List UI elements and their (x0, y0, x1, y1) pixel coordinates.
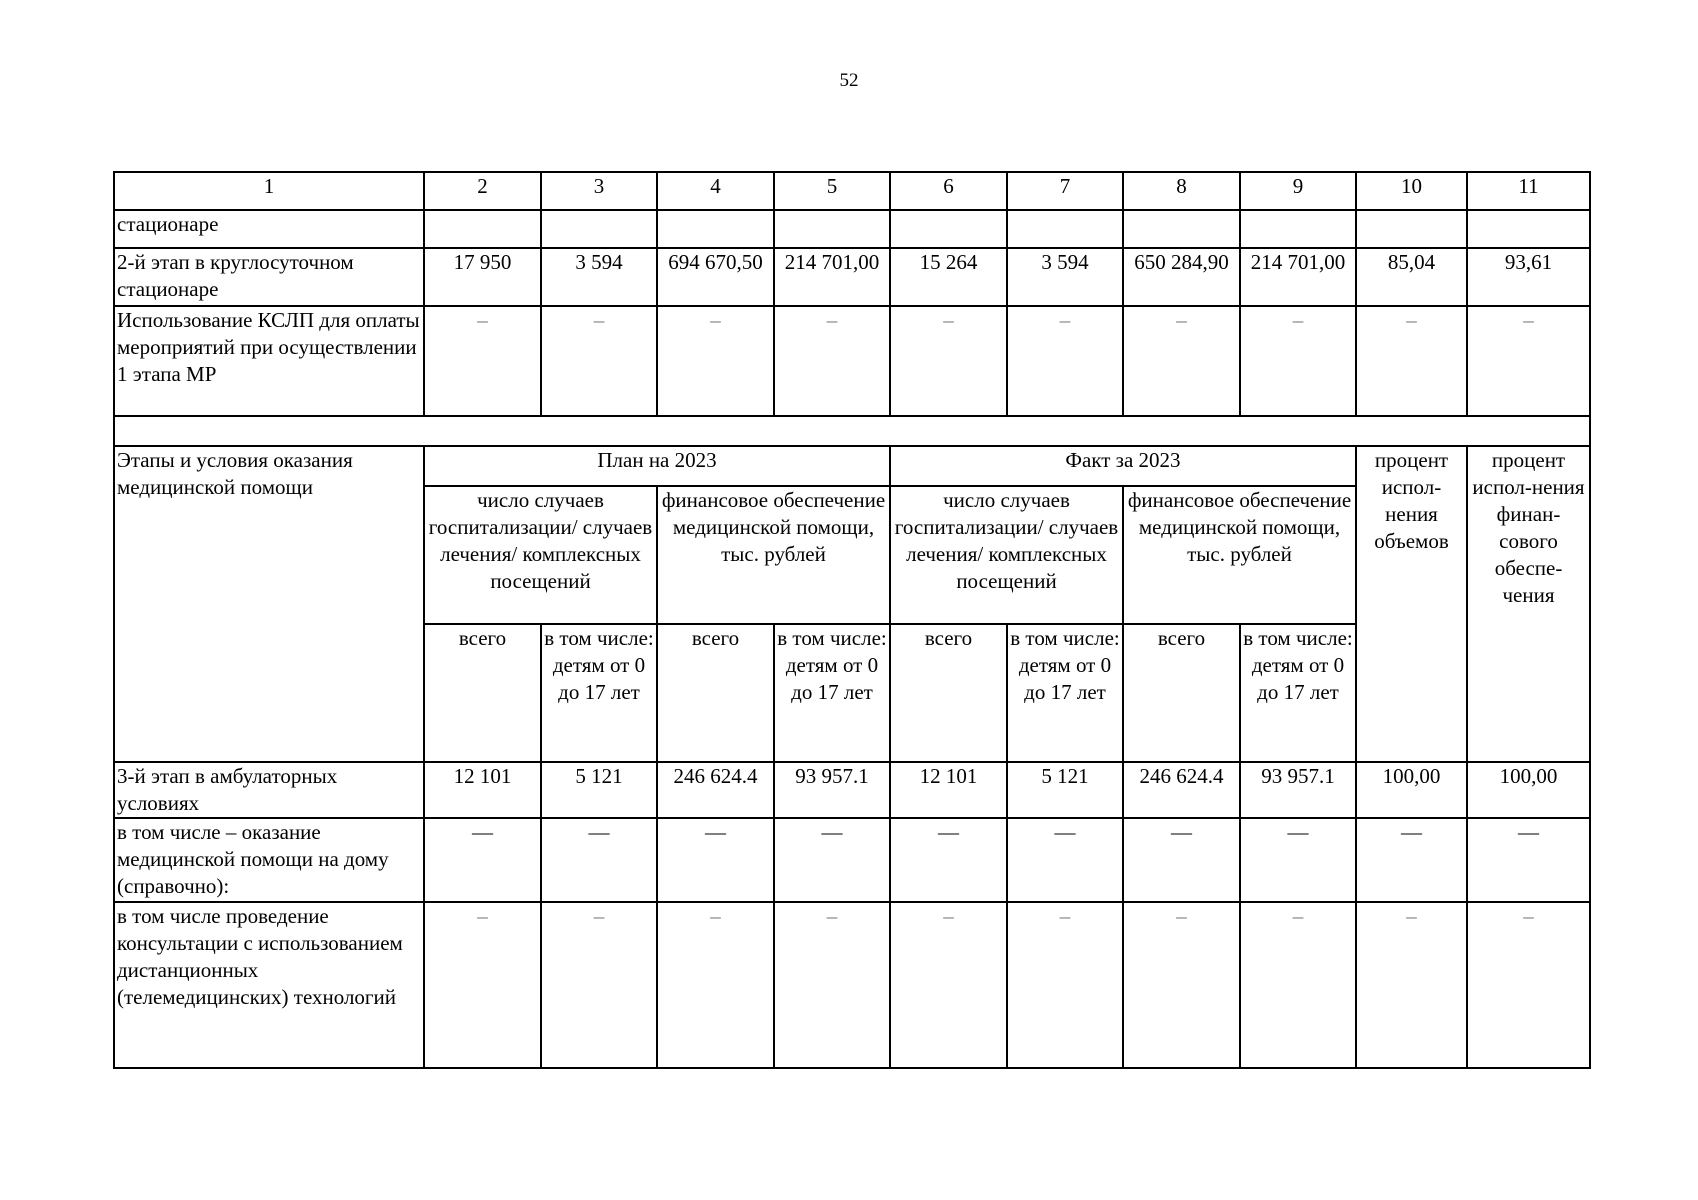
table-cell: – (774, 306, 890, 416)
row-label: в том числе – оказание медицинской помощи на дому (справочно): (114, 818, 424, 902)
table-row (114, 248, 1590, 306)
table-cell (1007, 210, 1123, 248)
children-header: в том числе: детям от 0 до 17 лет (774, 624, 890, 762)
table-cell (1240, 210, 1356, 248)
table-cell: — (541, 818, 657, 902)
table-cell: 5 121 (541, 762, 657, 818)
table-cell: 93,61 (1467, 248, 1590, 306)
table-cell: – (1356, 902, 1467, 1068)
total-header: всего (424, 624, 541, 762)
table-cell: 17 950 (424, 248, 541, 306)
table-cell: 214 701,00 (774, 248, 890, 306)
table-cell (1123, 210, 1240, 248)
fact-finance-header: финансовое обеспечение медицинской помощи, тыс. рублей (1123, 486, 1356, 624)
table-cell: – (657, 902, 774, 1068)
table-cell: 694 670,50 (657, 248, 774, 306)
table-cell: 85,04 (1356, 248, 1467, 306)
col-num-5: 5 (774, 172, 890, 210)
table-cell: – (1356, 306, 1467, 416)
table-cell: – (1007, 902, 1123, 1068)
children-header: в том числе: детям от 0 до 17 лет (1240, 624, 1356, 762)
total-header: всего (657, 624, 774, 762)
spacer-row (114, 416, 1590, 446)
row-label: 2-й этап в круглосуточном стационаре (114, 248, 424, 306)
table-cell: — (890, 818, 1007, 902)
table-cell: – (541, 902, 657, 1068)
table-cell (657, 210, 774, 248)
table-cell: — (1240, 818, 1356, 902)
table-cell: 12 101 (890, 762, 1007, 818)
table-cell: – (1467, 902, 1590, 1068)
col-num-9: 9 (1240, 172, 1356, 210)
table-cell: – (424, 306, 541, 416)
table-cell: — (1007, 818, 1123, 902)
table-row (114, 210, 1590, 248)
total-header: всего (1123, 624, 1240, 762)
table-cell: – (1240, 306, 1356, 416)
table-cell: – (1007, 306, 1123, 416)
table-cell: 650 284,90 (1123, 248, 1240, 306)
table-cell: 246 624.4 (1123, 762, 1240, 818)
table-cell: – (1123, 306, 1240, 416)
fact-header: Факт за 2023 (890, 446, 1356, 486)
table-cell: – (890, 306, 1007, 416)
table-cell (1356, 210, 1467, 248)
table-row (114, 902, 1590, 1068)
table-cell: — (1356, 818, 1467, 902)
children-header: в том числе: детям от 0 до 17 лет (1007, 624, 1123, 762)
col-num-4: 4 (657, 172, 774, 210)
table-cell: 3 594 (1007, 248, 1123, 306)
table-cell: — (774, 818, 890, 902)
table-row (114, 818, 1590, 902)
table-row (114, 306, 1590, 416)
table-cell: 93 957.1 (774, 762, 890, 818)
table-cell: 246 624.4 (657, 762, 774, 818)
table-cell: — (1123, 818, 1240, 902)
table-cell: 12 101 (424, 762, 541, 818)
table-cell (890, 210, 1007, 248)
table-cell: – (1467, 306, 1590, 416)
col-num-3: 3 (541, 172, 657, 210)
plan-header: План на 2023 (424, 446, 890, 486)
col-num-7: 7 (1007, 172, 1123, 210)
col-num-6: 6 (890, 172, 1007, 210)
table-cell: 5 121 (1007, 762, 1123, 818)
fact-cases-header: число случаев госпитализации/ случаев лечения/ комплексных посещений (890, 486, 1123, 624)
col-num-11: 11 (1467, 172, 1590, 210)
header-row-1 (114, 446, 1590, 486)
table-cell: – (890, 902, 1007, 1068)
pct-volume-header: процент испол-нения объемов (1356, 446, 1467, 762)
pct-finance-header: процент испол-нения финан-сового обеспе-чения (1467, 446, 1590, 762)
plan-cases-header: число случаев госпитализации/ случаев лечения/ комплексных посещений (424, 486, 657, 624)
table-cell: 15 264 (890, 248, 1007, 306)
col-num-2: 2 (424, 172, 541, 210)
stage-header: Этапы и условия оказания медицинской помощи (114, 446, 424, 762)
row-label: Использование КСЛП для оплаты мероприятий при осуществлении 1 этапа МР (114, 306, 424, 416)
col-num-8: 8 (1123, 172, 1240, 210)
table-cell (424, 210, 541, 248)
children-header: в том числе: детям от 0 до 17 лет (541, 624, 657, 762)
table-cell: 3 594 (541, 248, 657, 306)
col-num-10: 10 (1356, 172, 1467, 210)
table-cell (541, 210, 657, 248)
table-cell: – (424, 902, 541, 1068)
page-number: 52 (839, 70, 859, 91)
table-cell: 93 957.1 (1240, 762, 1356, 818)
table-cell: – (1123, 902, 1240, 1068)
plan-finance-header: финансовое обеспечение медицинской помощи, тыс. рублей (657, 486, 890, 624)
row-label: стационаре (114, 210, 424, 248)
column-number-row (114, 172, 1590, 210)
table-cell (774, 210, 890, 248)
table-cell: — (424, 818, 541, 902)
table-cell: – (1240, 902, 1356, 1068)
total-header: всего (890, 624, 1007, 762)
table-cell: — (657, 818, 774, 902)
col-num-1: 1 (114, 172, 424, 210)
table-cell: – (541, 306, 657, 416)
table-cell: 100,00 (1356, 762, 1467, 818)
table-cell: – (657, 306, 774, 416)
table-cell (1467, 210, 1590, 248)
spacer-cell (114, 416, 1590, 446)
table-cell: — (1467, 818, 1590, 902)
table-cell: – (774, 902, 890, 1068)
table-cell: 100,00 (1467, 762, 1590, 818)
row-label: 3-й этап в амбулаторных условиях (114, 762, 424, 818)
table-row (114, 762, 1590, 818)
report-table (113, 171, 1591, 1069)
table-cell: 214 701,00 (1240, 248, 1356, 306)
row-label: в том числе проведение консультации с использованием дистанционных (телемедицинских) технологий (114, 902, 424, 1068)
